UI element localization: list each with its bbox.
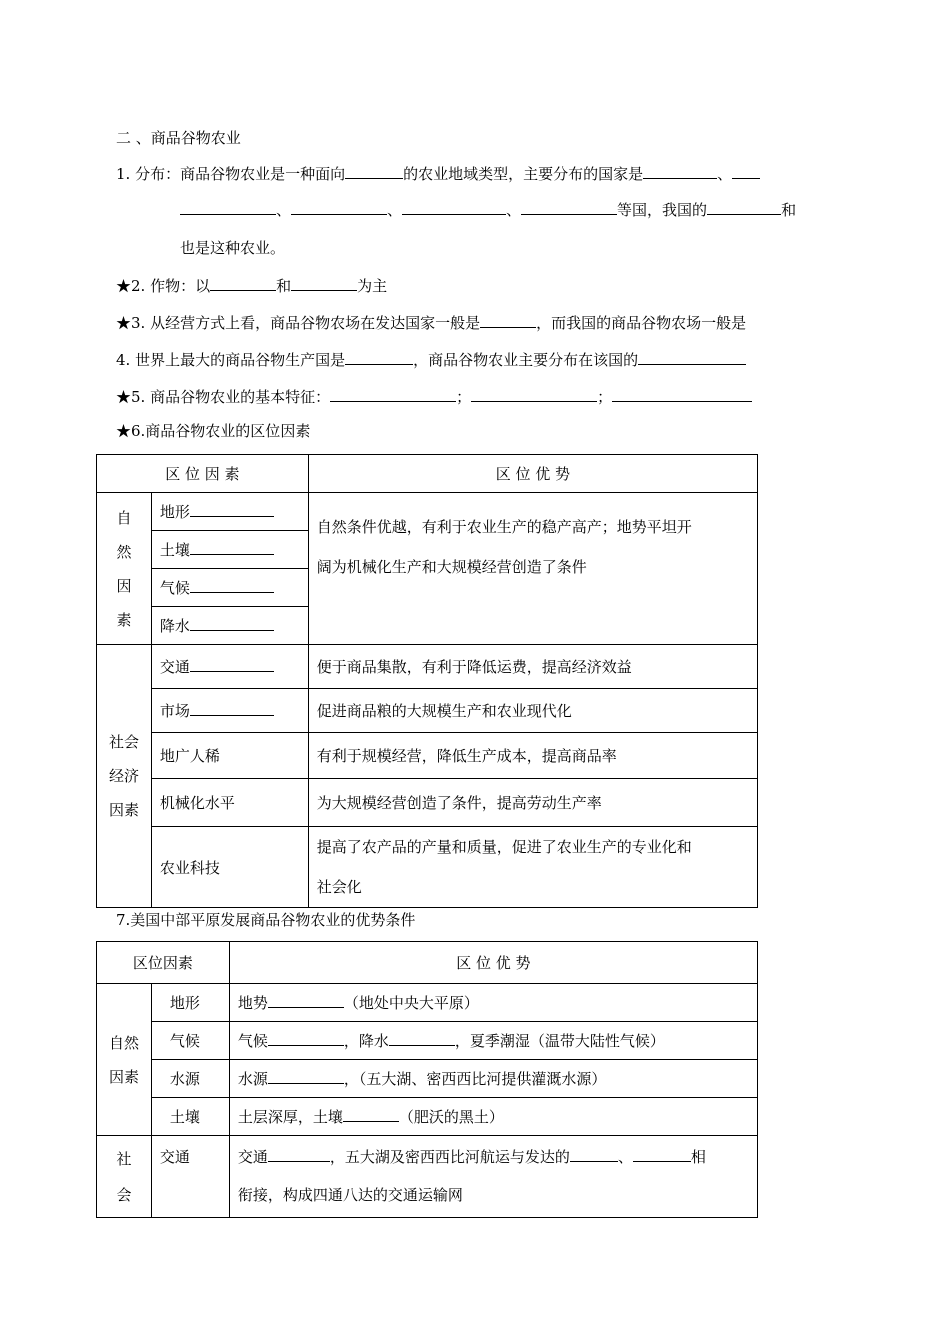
blank[interactable] [643, 164, 717, 179]
table2-header-factor: 区位因素 [97, 942, 230, 984]
q4-prefix: 4. 世界上最大的商品谷物生产国是 [116, 351, 346, 369]
blank[interactable] [268, 1069, 344, 1084]
q3-tail: ，而我国的商品谷物农场一般是 [536, 314, 747, 332]
factor-cell-terrain [151, 493, 308, 531]
label-text: 因素 [108, 1067, 139, 1086]
factor-cell-soil: 土壤 [151, 1098, 229, 1136]
factor-label: 气候 [159, 579, 190, 597]
natural-advantage [308, 493, 757, 645]
adv-mid: ，降水 [343, 1032, 389, 1050]
question-6-title: ★6.商品谷物农业的区位因素 [116, 422, 311, 440]
factor-label: 降水 [159, 617, 190, 635]
adv-tail: 相 [690, 1148, 706, 1166]
q3-prefix: ★3. 从经营方式上看，商品谷物农场在发达国家一般是 [116, 314, 481, 332]
q1-mid2: 等国，我国的 [617, 201, 708, 219]
factor-cell-water: 水源 [151, 1060, 229, 1098]
advantage-cell-transport [229, 1136, 757, 1218]
q2-prefix: ★2. 作物：以 [116, 277, 211, 295]
natural-advantage-line-2: 阔为机械化生产和大规模经营创造了条件 [316, 558, 587, 576]
blank[interactable] [633, 1147, 691, 1162]
factor-cell-soil [151, 531, 308, 569]
question-5 [116, 387, 752, 407]
label-char: 社 [116, 1149, 132, 1168]
label-char: 素 [116, 610, 132, 629]
label-char: 自 [116, 508, 132, 527]
factor-cell-climate [151, 569, 308, 607]
q1-sep4: 、 [506, 201, 522, 219]
transport-line-2: 衔接，构成四通八达的交通运输网 [237, 1186, 463, 1204]
adv-prefix: 土层深厚，土壤 [237, 1108, 343, 1126]
adv-mid: ，五大湖及密西西比河航运与发达的 [329, 1148, 570, 1166]
factor-cell-land: 地广人稀 [151, 733, 308, 779]
blank[interactable] [190, 616, 274, 631]
blank[interactable] [521, 200, 617, 215]
section-title: 二 、商品谷物农业 [116, 129, 241, 147]
factor-cell-transport [151, 645, 308, 689]
advantage-line-2: 社会化 [316, 878, 362, 896]
table1-header-advantage: 区 位 优 势 [308, 455, 757, 493]
adv-sep: 、 [617, 1148, 633, 1166]
blank[interactable] [291, 200, 387, 215]
factor-label: 地形 [159, 503, 190, 521]
adv-tail: ，夏季潮湿（温带大陆性气候） [454, 1032, 665, 1050]
label-char: 因 [116, 576, 132, 595]
factor-cell-technology: 农业科技 [151, 827, 308, 908]
blank[interactable] [268, 1147, 330, 1162]
label-char: 然 [116, 542, 132, 561]
adv-prefix: 水源 [237, 1070, 268, 1088]
question-7-title: 7.美国中部平原发展商品谷物农业的优势条件 [116, 911, 416, 929]
q5-prefix: ★5. 商品谷物农业的基本特征： [116, 388, 331, 406]
q1-tail: 和 [781, 201, 797, 219]
blank[interactable] [480, 313, 536, 328]
location-factors-table [96, 454, 758, 908]
label-text: 经济 [108, 767, 139, 785]
adv-prefix: 气候 [237, 1032, 268, 1050]
blank[interactable] [345, 164, 403, 179]
natural-advantage-line-1: 自然条件优越，有利于农业生产的稳产高产；地势平坦开 [316, 518, 692, 536]
table1-header-factor: 区 位 因 素 [97, 455, 309, 493]
label-text: 自然 [108, 1033, 139, 1052]
blank[interactable] [190, 701, 274, 716]
factor-label: 市场 [159, 702, 190, 720]
factor-cell-precipitation [151, 607, 308, 645]
q5-sep2: ； [597, 388, 613, 406]
question-4 [116, 350, 746, 370]
q1-sep3: 、 [387, 201, 403, 219]
blank[interactable] [210, 276, 276, 291]
blank[interactable] [190, 578, 274, 593]
advantage-cell-soil [229, 1098, 757, 1136]
social-factors-label [97, 645, 152, 908]
blank[interactable] [638, 350, 746, 365]
blank[interactable] [268, 993, 344, 1008]
blank[interactable] [190, 502, 274, 517]
q4-mid: ，商品谷物农业主要分布在该国的 [413, 351, 639, 369]
factor-cell-market [151, 689, 308, 733]
transport-line-1 [238, 1138, 751, 1176]
factor-cell-climate: 气候 [151, 1022, 229, 1060]
label-char: 会 [116, 1185, 132, 1204]
q1-prefix: 1. 分布：商品谷物农业是一种面向 [116, 165, 346, 183]
factor-label: 土壤 [159, 541, 190, 559]
label-text: 因素 [108, 801, 139, 819]
natural-factors-label [97, 984, 152, 1136]
advantage-cell: 为大规模经营创造了条件，提高劳动生产率 [308, 779, 757, 827]
social-factors-label [97, 1136, 152, 1218]
q1-sep1: 、 [717, 165, 733, 183]
adv-prefix: 交通 [237, 1148, 268, 1166]
blank[interactable] [471, 387, 597, 402]
blank[interactable] [190, 657, 274, 672]
factor-cell-transport: 交通 [151, 1136, 229, 1218]
question-2 [116, 276, 387, 296]
blank[interactable] [291, 276, 357, 291]
blank[interactable] [402, 200, 506, 215]
advantage-cell: 便于商品集散，有利于降低运费，提高经济效益 [308, 645, 757, 689]
q5-sep1: ； [456, 388, 472, 406]
question-1-line-2 [180, 200, 796, 220]
advantage-cell [308, 827, 757, 908]
question-1-line-3: 也是这种农业。 [180, 239, 286, 257]
blank[interactable] [732, 164, 760, 179]
adv-tail: （地处中央大平原） [343, 994, 479, 1012]
factor-label: 交通 [159, 658, 190, 676]
blank[interactable] [345, 350, 413, 365]
q2-mid: 和 [276, 277, 292, 295]
blank[interactable] [612, 387, 752, 402]
factor-cell-terrain: 地形 [151, 984, 229, 1022]
blank[interactable] [180, 200, 276, 215]
q2-tail: 为主 [357, 277, 388, 295]
adv-tail: ，（五大湖、密西西比河提供灌溉水源） [343, 1070, 607, 1088]
us-plains-advantages-table [96, 941, 758, 1218]
label-text: 社会 [108, 733, 139, 751]
question-3 [116, 313, 746, 333]
table2-header-advantage: 区 位 优 势 [229, 942, 757, 984]
blank[interactable] [343, 1107, 399, 1122]
blank[interactable] [389, 1031, 455, 1046]
advantage-cell: 促进商品粮的大规模生产和农业现代化 [308, 689, 757, 733]
blank[interactable] [330, 387, 456, 402]
question-1-line-1 [116, 164, 760, 184]
advantage-cell-terrain [229, 984, 757, 1022]
blank[interactable] [268, 1031, 344, 1046]
adv-prefix: 地势 [237, 994, 268, 1012]
advantage-line-1: 提高了农产品的产量和质量，促进了农业生产的专业化和 [316, 838, 692, 856]
blank[interactable] [570, 1147, 618, 1162]
advantage-cell-climate [229, 1022, 757, 1060]
adv-tail: （肥沃的黑土） [398, 1108, 504, 1126]
factor-cell-mechanization: 机械化水平 [151, 779, 308, 827]
advantage-cell-water [229, 1060, 757, 1098]
blank[interactable] [190, 540, 274, 555]
natural-factors-label [97, 493, 152, 645]
q1-sep2: 、 [276, 201, 292, 219]
advantage-cell: 有利于规模经营，降低生产成本，提高商品率 [308, 733, 757, 779]
blank[interactable] [707, 200, 781, 215]
q1-mid1: 的农业地域类型，主要分布的国家是 [403, 165, 644, 183]
